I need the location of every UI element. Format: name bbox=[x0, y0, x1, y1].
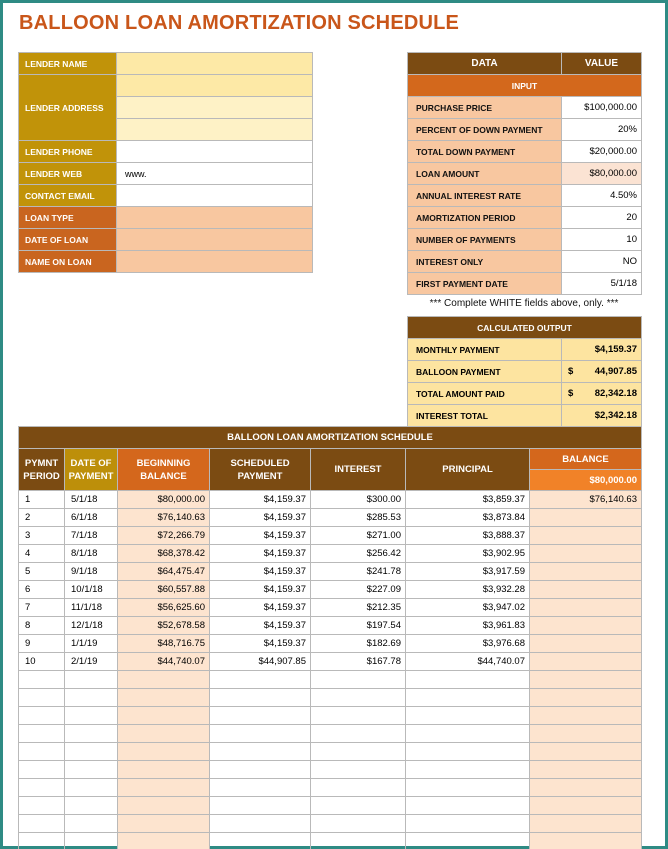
beginning-balance-cell bbox=[118, 833, 210, 849]
payment-date-cell: 10/1/18 bbox=[65, 581, 118, 599]
payment-period-cell: 4 bbox=[19, 545, 65, 563]
interest-cell: $212.35 bbox=[311, 599, 406, 617]
principal-cell: $3,888.37 bbox=[406, 527, 530, 545]
beginning-balance-cell: $76,140.63 bbox=[118, 509, 210, 527]
lender-web-label: LENDER WEB bbox=[19, 163, 117, 185]
contact-email-field[interactable] bbox=[117, 185, 313, 207]
beginning-balance-cell bbox=[118, 707, 210, 725]
interest-cell: $197.54 bbox=[311, 617, 406, 635]
calculated-output-header: CALCULATED OUTPUT bbox=[408, 317, 642, 339]
payment-date-cell: 6/1/18 bbox=[65, 509, 118, 527]
payment-period-cell bbox=[19, 761, 65, 779]
interest-total-label: INTEREST TOTAL bbox=[408, 405, 562, 427]
annual-interest-rate-label: ANNUAL INTEREST RATE bbox=[408, 185, 562, 207]
principal-cell bbox=[406, 725, 530, 743]
interest-cell: $167.78 bbox=[311, 653, 406, 671]
principal-cell bbox=[406, 833, 530, 849]
interest-only-label: INTEREST ONLY bbox=[408, 251, 562, 273]
balance-cell bbox=[530, 527, 642, 545]
interest-cell bbox=[311, 761, 406, 779]
schedule-row bbox=[19, 671, 642, 689]
lender-info-table bbox=[18, 52, 313, 273]
annual-interest-rate-field[interactable]: 4.50% bbox=[562, 185, 642, 207]
beginning-balance-cell bbox=[118, 797, 210, 815]
scheduled-payment-cell bbox=[210, 689, 311, 707]
payment-period-cell bbox=[19, 671, 65, 689]
schedule-row bbox=[19, 617, 642, 635]
loan-type-label: LOAN TYPE bbox=[19, 207, 117, 229]
lender-phone-label: LENDER PHONE bbox=[19, 141, 117, 163]
scheduled-payment-cell: $4,159.37 bbox=[210, 617, 311, 635]
scheduled-payment-cell bbox=[210, 743, 311, 761]
contact-email-label: CONTACT EMAIL bbox=[19, 185, 117, 207]
principal-cell bbox=[406, 707, 530, 725]
schedule-row bbox=[19, 707, 642, 725]
total-down-payment-value: $20,000.00 bbox=[562, 141, 642, 163]
input-data-table bbox=[407, 52, 642, 295]
principal-cell bbox=[406, 815, 530, 833]
schedule-row bbox=[19, 599, 642, 617]
instruction-note: *** Complete WHITE fields above, only. *** bbox=[429, 298, 619, 309]
payment-date-cell bbox=[65, 815, 118, 833]
principal-cell bbox=[406, 761, 530, 779]
date-of-loan-label: DATE OF LOAN bbox=[19, 229, 117, 251]
number-of-payments-label: NUMBER OF PAYMENTS bbox=[408, 229, 562, 251]
balance-cell bbox=[530, 779, 642, 797]
payment-period-cell: 8 bbox=[19, 617, 65, 635]
payment-period-cell: 3 bbox=[19, 527, 65, 545]
first-payment-date-label: FIRST PAYMENT DATE bbox=[408, 273, 562, 295]
scheduled-payment-cell: $4,159.37 bbox=[210, 491, 311, 509]
principal-cell: $3,859.37 bbox=[406, 491, 530, 509]
scheduled-payment-cell bbox=[210, 671, 311, 689]
interest-cell bbox=[311, 833, 406, 849]
period-column-header: PYMNT PERIOD bbox=[19, 449, 65, 491]
loan-type-field[interactable] bbox=[117, 207, 313, 229]
beginning-balance-cell bbox=[118, 761, 210, 779]
payment-date-cell bbox=[65, 743, 118, 761]
balance-cell bbox=[530, 743, 642, 761]
interest-cell bbox=[311, 707, 406, 725]
interest-cell: $227.09 bbox=[311, 581, 406, 599]
balloon-payment-value: 44,907.85 bbox=[594, 366, 637, 377]
scheduled-payment-column-header: SCHEDULED PAYMENT bbox=[210, 449, 311, 491]
beginning-balance-cell: $56,625.60 bbox=[118, 599, 210, 617]
beginning-balance-cell: $64,475.47 bbox=[118, 563, 210, 581]
scheduled-payment-cell: $4,159.37 bbox=[210, 599, 311, 617]
interest-cell bbox=[311, 743, 406, 761]
payment-date-cell: 8/1/18 bbox=[65, 545, 118, 563]
payment-date-cell: 2/1/19 bbox=[65, 653, 118, 671]
interest-cell: $300.00 bbox=[311, 491, 406, 509]
balance-cell bbox=[530, 689, 642, 707]
scheduled-payment-cell bbox=[210, 707, 311, 725]
principal-cell: $3,873.84 bbox=[406, 509, 530, 527]
schedule-row bbox=[19, 779, 642, 797]
balance-cell bbox=[530, 797, 642, 815]
scheduled-payment-cell bbox=[210, 761, 311, 779]
payment-date-cell bbox=[65, 707, 118, 725]
data-column-header: DATA bbox=[408, 53, 562, 75]
beginning-balance-cell: $44,740.07 bbox=[118, 653, 210, 671]
payment-date-cell bbox=[65, 761, 118, 779]
payment-period-cell: 9 bbox=[19, 635, 65, 653]
loan-amount-label: LOAN AMOUNT bbox=[408, 163, 562, 185]
payment-period-cell bbox=[19, 833, 65, 849]
date-of-loan-field[interactable] bbox=[117, 229, 313, 251]
payment-period-cell bbox=[19, 707, 65, 725]
currency-symbol: $ bbox=[568, 388, 574, 399]
interest-cell bbox=[311, 689, 406, 707]
currency-symbol: $ bbox=[568, 366, 574, 377]
balance-cell bbox=[530, 761, 642, 779]
interest-cell: $182.69 bbox=[311, 635, 406, 653]
payment-period-cell: 1 bbox=[19, 491, 65, 509]
payment-date-cell bbox=[65, 725, 118, 743]
amortization-period-field[interactable]: 20 bbox=[562, 207, 642, 229]
beginning-balance-cell: $48,716.75 bbox=[118, 635, 210, 653]
schedule-row bbox=[19, 833, 642, 849]
input-section-header: INPUT bbox=[408, 75, 642, 97]
lender-name-field[interactable] bbox=[117, 53, 313, 75]
beginning-balance-cell: $72,266.79 bbox=[118, 527, 210, 545]
date-column-header: DATE OF PAYMENT bbox=[65, 449, 118, 491]
beginning-balance-cell bbox=[118, 815, 210, 833]
scheduled-payment-cell bbox=[210, 833, 311, 849]
schedule-row bbox=[19, 635, 642, 653]
balance-cell bbox=[530, 671, 642, 689]
interest-cell: $241.78 bbox=[311, 563, 406, 581]
schedule-row bbox=[19, 815, 642, 833]
beginning-balance-cell bbox=[118, 779, 210, 797]
principal-cell: $3,976.68 bbox=[406, 635, 530, 653]
balance-cell bbox=[530, 653, 642, 671]
interest-column-header: INTEREST bbox=[311, 449, 406, 491]
scheduled-payment-cell: $4,159.37 bbox=[210, 527, 311, 545]
balance-column-header: BALANCE bbox=[530, 449, 642, 470]
payment-period-cell bbox=[19, 725, 65, 743]
total-amount-paid-cell bbox=[562, 383, 642, 405]
schedule-row bbox=[19, 581, 642, 599]
payment-date-cell: 5/1/18 bbox=[65, 491, 118, 509]
principal-cell: $44,740.07 bbox=[406, 653, 530, 671]
monthly-payment-value: $4,159.37 bbox=[562, 339, 642, 361]
interest-cell bbox=[311, 797, 406, 815]
balance-cell bbox=[530, 635, 642, 653]
schedule-row bbox=[19, 725, 642, 743]
schedule-row bbox=[19, 689, 642, 707]
schedule-row bbox=[19, 761, 642, 779]
interest-cell bbox=[311, 725, 406, 743]
balance-cell bbox=[530, 617, 642, 635]
number-of-payments-field[interactable]: 10 bbox=[562, 229, 642, 251]
beginning-balance-cell: $60,557.88 bbox=[118, 581, 210, 599]
balance-cell bbox=[530, 545, 642, 563]
scheduled-payment-cell: $4,159.37 bbox=[210, 545, 311, 563]
purchase-price-label: PURCHASE PRICE bbox=[408, 97, 562, 119]
payment-date-cell bbox=[65, 689, 118, 707]
principal-cell: $3,902.95 bbox=[406, 545, 530, 563]
schedule-row bbox=[19, 743, 642, 761]
balance-cell bbox=[530, 725, 642, 743]
scheduled-payment-cell: $4,159.37 bbox=[210, 509, 311, 527]
interest-cell: $256.42 bbox=[311, 545, 406, 563]
schedule-row bbox=[19, 527, 642, 545]
balloon-payment-cell bbox=[562, 361, 642, 383]
payment-date-cell: 1/1/19 bbox=[65, 635, 118, 653]
payment-period-cell bbox=[19, 689, 65, 707]
balance-cell bbox=[530, 833, 642, 849]
lender-address-field-2[interactable] bbox=[117, 97, 313, 119]
total-amount-paid-value: 82,342.18 bbox=[594, 388, 637, 399]
interest-total-value: $2,342.18 bbox=[562, 405, 642, 427]
scheduled-payment-cell bbox=[210, 815, 311, 833]
first-payment-date-field[interactable]: 5/1/18 bbox=[562, 273, 642, 295]
beginning-balance-column-header: BEGINNING BALANCE bbox=[118, 449, 210, 491]
starting-balance-value: $80,000.00 bbox=[530, 470, 642, 491]
schedule-title: BALLOON LOAN AMORTIZATION SCHEDULE bbox=[19, 427, 642, 449]
balance-cell bbox=[530, 563, 642, 581]
payment-period-cell: 7 bbox=[19, 599, 65, 617]
balance-cell bbox=[530, 509, 642, 527]
schedule-row bbox=[19, 563, 642, 581]
scheduled-payment-cell bbox=[210, 725, 311, 743]
payment-date-cell: 7/1/18 bbox=[65, 527, 118, 545]
schedule-row bbox=[19, 545, 642, 563]
beginning-balance-cell bbox=[118, 689, 210, 707]
principal-cell bbox=[406, 743, 530, 761]
scheduled-payment-cell: $44,907.85 bbox=[210, 653, 311, 671]
interest-cell bbox=[311, 779, 406, 797]
schedule-row bbox=[19, 653, 642, 671]
schedule-row bbox=[19, 797, 642, 815]
payment-date-cell bbox=[65, 833, 118, 849]
balloon-payment-label: BALLOON PAYMENT bbox=[408, 361, 562, 383]
payment-date-cell: 11/1/18 bbox=[65, 599, 118, 617]
payment-period-cell: 2 bbox=[19, 509, 65, 527]
name-on-loan-label: NAME ON LOAN bbox=[19, 251, 117, 273]
interest-cell: $271.00 bbox=[311, 527, 406, 545]
payment-period-cell: 10 bbox=[19, 653, 65, 671]
principal-cell bbox=[406, 779, 530, 797]
total-amount-paid-label: TOTAL AMOUNT PAID bbox=[408, 383, 562, 405]
amortization-period-label: AMORTIZATION PERIOD bbox=[408, 207, 562, 229]
lender-address-field-3[interactable] bbox=[117, 119, 313, 141]
payment-period-cell: 5 bbox=[19, 563, 65, 581]
principal-cell: $3,917.59 bbox=[406, 563, 530, 581]
balance-cell bbox=[530, 707, 642, 725]
monthly-payment-label: MONTHLY PAYMENT bbox=[408, 339, 562, 361]
total-down-payment-label: TOTAL DOWN PAYMENT bbox=[408, 141, 562, 163]
beginning-balance-cell: $68,378.42 bbox=[118, 545, 210, 563]
payment-date-cell bbox=[65, 671, 118, 689]
purchase-price-field[interactable]: $100,000.00 bbox=[562, 97, 642, 119]
payment-period-cell bbox=[19, 779, 65, 797]
value-column-header: VALUE bbox=[562, 53, 642, 75]
principal-cell: $3,961.83 bbox=[406, 617, 530, 635]
principal-column-header: PRINCIPAL bbox=[406, 449, 530, 491]
lender-name-label: LENDER NAME bbox=[19, 53, 117, 75]
beginning-balance-cell bbox=[118, 671, 210, 689]
name-on-loan-field[interactable] bbox=[117, 251, 313, 273]
down-payment-percent-label: PERCENT OF DOWN PAYMENT bbox=[408, 119, 562, 141]
page-title: BALLOON LOAN AMORTIZATION SCHEDULE bbox=[19, 12, 460, 34]
scheduled-payment-cell: $4,159.37 bbox=[210, 635, 311, 653]
payment-date-cell: 12/1/18 bbox=[65, 617, 118, 635]
principal-cell bbox=[406, 671, 530, 689]
interest-cell: $285.53 bbox=[311, 509, 406, 527]
lender-phone-field[interactable] bbox=[117, 141, 313, 163]
lender-address-label: LENDER ADDRESS bbox=[19, 75, 117, 141]
scheduled-payment-cell bbox=[210, 779, 311, 797]
principal-cell bbox=[406, 689, 530, 707]
balance-cell bbox=[530, 815, 642, 833]
scheduled-payment-cell bbox=[210, 797, 311, 815]
schedule-row bbox=[19, 491, 642, 509]
principal-cell: $3,932.28 bbox=[406, 581, 530, 599]
interest-only-field[interactable]: NO bbox=[562, 251, 642, 273]
balance-cell bbox=[530, 581, 642, 599]
balance-cell: $76,140.63 bbox=[530, 491, 642, 509]
beginning-balance-cell bbox=[118, 725, 210, 743]
beginning-balance-cell: $52,678.58 bbox=[118, 617, 210, 635]
payment-date-cell bbox=[65, 779, 118, 797]
payment-period-cell bbox=[19, 815, 65, 833]
scheduled-payment-cell: $4,159.37 bbox=[210, 563, 311, 581]
scheduled-payment-cell: $4,159.37 bbox=[210, 581, 311, 599]
payment-period-cell bbox=[19, 797, 65, 815]
amortization-schedule-table bbox=[18, 426, 642, 849]
lender-address-field-1[interactable] bbox=[117, 75, 313, 97]
principal-cell bbox=[406, 797, 530, 815]
loan-amount-value: $80,000.00 bbox=[562, 163, 642, 185]
beginning-balance-cell: $80,000.00 bbox=[118, 491, 210, 509]
principal-cell: $3,947.02 bbox=[406, 599, 530, 617]
balance-cell bbox=[530, 599, 642, 617]
payment-period-cell bbox=[19, 743, 65, 761]
beginning-balance-cell bbox=[118, 743, 210, 761]
interest-cell bbox=[311, 671, 406, 689]
lender-web-field[interactable]: www. bbox=[117, 163, 313, 185]
down-payment-percent-field[interactable]: 20% bbox=[562, 119, 642, 141]
schedule-row bbox=[19, 509, 642, 527]
interest-cell bbox=[311, 815, 406, 833]
calculated-output-table bbox=[407, 316, 642, 427]
payment-period-cell: 6 bbox=[19, 581, 65, 599]
payment-date-cell bbox=[65, 797, 118, 815]
payment-date-cell: 9/1/18 bbox=[65, 563, 118, 581]
